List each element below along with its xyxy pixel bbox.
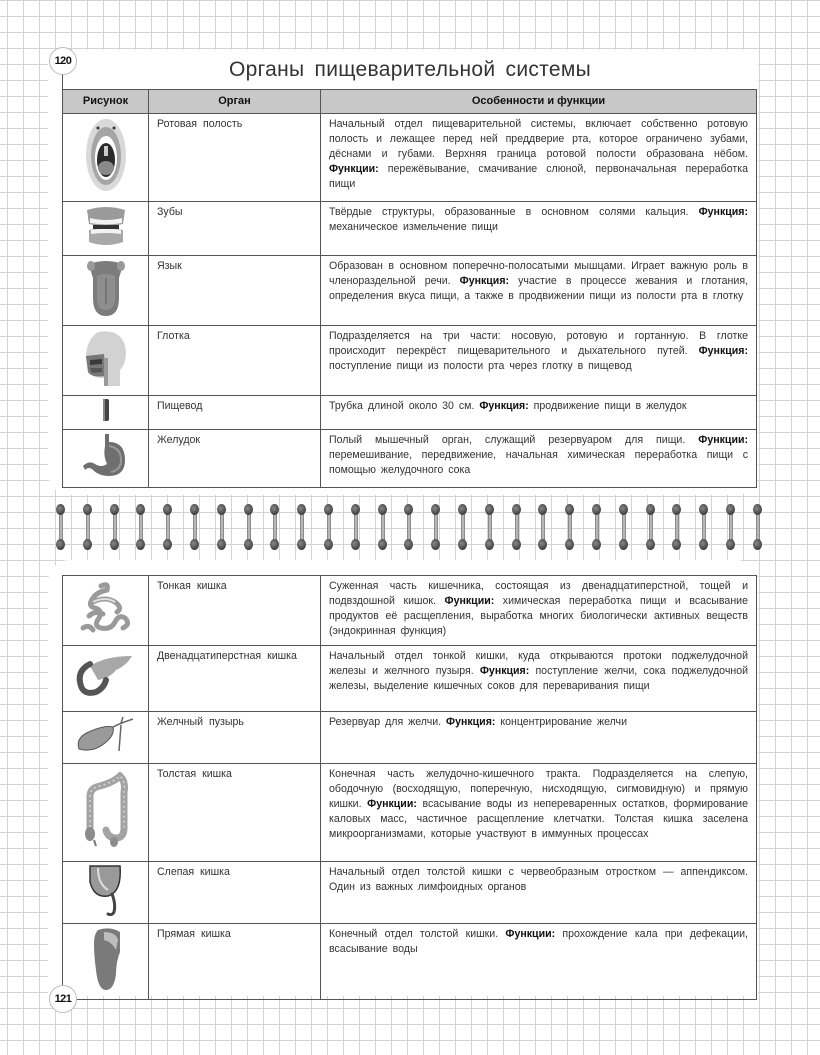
- function-label: Функции:: [505, 928, 556, 940]
- function-label: Функция:: [479, 665, 530, 677]
- spiral-coil: [404, 504, 414, 550]
- organ-description: [321, 764, 757, 862]
- page-title: Органы пищеварительной системы: [229, 58, 591, 81]
- function-text: перемешивание, передвижение, начальная химическая переработка пищи с помощью желудочного сока: [329, 449, 748, 476]
- picture-cell: [63, 862, 149, 924]
- function-text: участие в процессе жевания и глотания, определения вкуса пищи, а также в продвижении пищи из полости рта в глотку: [329, 275, 749, 302]
- function-label: Функция:: [698, 345, 748, 357]
- mouth-icon: [81, 116, 131, 194]
- picture-cell: [63, 114, 149, 202]
- description-text: Подразделяется на три части: носовую, ротовую и гортанную. В глотке происходит перекрёст пищеварительного и дыхательного путей.: [329, 330, 748, 357]
- spiral-coil: [270, 504, 280, 550]
- tongue-icon: [83, 258, 129, 318]
- spiral-coil: [753, 504, 763, 550]
- function-text: пережёвывание, смачивание слюной, первоначальная переработка пищи: [329, 163, 748, 190]
- function-text: поступление пищи из полости рта через глотку в пищевод: [329, 360, 632, 372]
- organ-description: [321, 326, 757, 396]
- picture-cell: [63, 712, 149, 764]
- table-row: [63, 202, 757, 256]
- organ-description: [321, 202, 757, 256]
- margin-line: [62, 74, 63, 90]
- description-text: Конечная часть желудочно-кишечного тракта. Подразделяется на слепую, ободочную (восходящую, поперечную, нисходящую, сигмовидную) и прямую кишки.: [329, 768, 748, 810]
- picture-cell: [63, 256, 149, 326]
- organ-name: Толстая кишка: [149, 764, 321, 862]
- description-text: Начальный отдел тонкой кишки, куда открываются протоки поджелудочной железы и желчного пузыря.: [329, 650, 748, 677]
- picture-cell: [63, 202, 149, 256]
- rectum-icon: [88, 926, 124, 992]
- organ-name: Зубы: [149, 202, 321, 256]
- header-organ: Орган: [149, 90, 321, 114]
- organ-name: Пищевод: [149, 396, 321, 430]
- spiral-coil: [83, 504, 93, 550]
- description-text: Образован в основном поперечно-полосатыми мышцами. Играет важную роль в членораздельной речи.: [329, 260, 748, 287]
- spiral-coil: [485, 504, 495, 550]
- page-number-121: 121: [49, 985, 77, 1013]
- table-row: [63, 862, 757, 924]
- function-label: Функция:: [479, 400, 529, 412]
- function-label: Функции:: [329, 163, 379, 175]
- organ-name: Ротовая полость: [149, 114, 321, 202]
- organ-name: Желчный пузырь: [149, 712, 321, 764]
- function-label: Функции:: [367, 798, 417, 810]
- description-text: Начальный отдел толстой кишки с червеобразным отростком — аппендиксом. Один из важных лимфоидных органов: [329, 866, 748, 893]
- organ-name: Желудок: [149, 430, 321, 488]
- function-label: Функция:: [698, 206, 748, 218]
- picture-cell: [63, 646, 149, 712]
- spiral-coil: [726, 504, 736, 550]
- spiral-coil: [646, 504, 656, 550]
- spiral-coil: [699, 504, 709, 550]
- duodenum-icon: [76, 652, 136, 700]
- pharynx-icon: [80, 328, 132, 388]
- organ-name: Глотка: [149, 326, 321, 396]
- table-row: [63, 430, 757, 488]
- picture-cell: [63, 924, 149, 1000]
- organ-description: [321, 924, 757, 1000]
- spiral-coil: [110, 504, 120, 550]
- table-row: [63, 764, 757, 862]
- spiral-coil: [244, 504, 254, 550]
- organ-name: Слепая кишка: [149, 862, 321, 924]
- organ-description: [321, 576, 757, 646]
- picture-cell: [63, 764, 149, 862]
- table-row: [63, 576, 757, 646]
- description-text: Резервуар для желчи.: [329, 716, 447, 728]
- organ-description: [321, 256, 757, 326]
- picture-cell: [63, 576, 149, 646]
- function-text: всасывание воды из непереваренных остатков, формирование каловых масс, частичное расщепление клетчатки. Толстая кишка заселена микроорганизмами, которые участвуют в иммунных процессах: [329, 798, 748, 840]
- function-text: механическое измельчение пищи: [329, 221, 498, 233]
- function-label: Функция:: [446, 716, 496, 728]
- description-text: Твёрдые структуры, образованные в основном солями кальция.: [329, 206, 699, 218]
- organ-name: Прямая кишка: [149, 924, 321, 1000]
- table-header-row: [63, 90, 757, 114]
- function-label: Функции:: [698, 434, 748, 446]
- organ-name: Тонкая кишка: [149, 576, 321, 646]
- description-text: Трубка длиной около 30 см.: [329, 400, 480, 412]
- organs-table-bottom: [62, 575, 757, 1000]
- spiral-coil: [297, 504, 307, 550]
- spiral-coil: [136, 504, 146, 550]
- spiral-coil: [190, 504, 200, 550]
- table-row: [63, 256, 757, 326]
- organ-name: Язык: [149, 256, 321, 326]
- function-label: Функции:: [444, 595, 495, 607]
- spiral-coil: [592, 504, 602, 550]
- spiral-coil: [538, 504, 548, 550]
- description-text: Полый мышечный орган, служащий резервуаром для пищи.: [329, 434, 699, 446]
- spiral-coil: [431, 504, 441, 550]
- organs-table-top: [62, 89, 757, 488]
- description-text: Суженная часть кишечника, состоящая из двенадцатиперстной, тощей и подвздошной кишок.: [329, 580, 748, 607]
- table-row: [63, 396, 757, 430]
- spiral-coil: [458, 504, 468, 550]
- function-text: продвижение пищи в желудок: [528, 400, 687, 412]
- organ-description: [321, 430, 757, 488]
- header-picture: Рисунок: [63, 90, 149, 114]
- stomach-icon: [81, 432, 131, 480]
- function-text: химическая переработка пищи и всасывание продуктов её расщепления, выработка многих биологически активных веществ (эндокринная функция): [329, 595, 748, 637]
- spiral-coil: [672, 504, 682, 550]
- gallbladder-icon: [75, 715, 137, 755]
- description-text: Начальный отдел пищеварительной системы, включает собственно ротовую полость и лежащее перед ней преддверие рта, которое ограничено зубами, дёснами и губами. Верхняя граница ротовой полости образована нёбом.: [329, 118, 748, 160]
- organ-description: [321, 862, 757, 924]
- function-label: Функция:: [459, 275, 510, 287]
- spiral-coil: [565, 504, 575, 550]
- organ-name: Двенадцатиперстная кишка: [149, 646, 321, 712]
- picture-cell: [63, 430, 149, 488]
- large-intestine-icon: [80, 772, 132, 848]
- table-row: [63, 924, 757, 1000]
- table-row: [63, 712, 757, 764]
- organ-description: [321, 646, 757, 712]
- spiral-coil: [324, 504, 334, 550]
- table-row: [63, 114, 757, 202]
- teeth-icon: [83, 204, 129, 248]
- notebook-spiral-binding: [48, 504, 768, 554]
- spiral-coil: [163, 504, 173, 550]
- table-row: [63, 326, 757, 396]
- small-intestine-icon: [79, 580, 133, 636]
- table-row: [63, 646, 757, 712]
- spiral-coil: [217, 504, 227, 550]
- function-text: концентрирование желчи: [495, 716, 627, 728]
- esophagus-icon: [100, 398, 112, 422]
- header-features: Особенности и функции: [321, 90, 757, 114]
- spiral-coil: [56, 504, 66, 550]
- picture-cell: [63, 396, 149, 430]
- spiral-coil: [512, 504, 522, 550]
- spiral-coil: [619, 504, 629, 550]
- function-text: поступление желчи, сока поджелудочной железы, выделение кишечных соков для переваривания пищи: [329, 665, 749, 692]
- description-text: Конечный отдел толстой кишки.: [329, 928, 506, 940]
- organ-description: [321, 114, 757, 202]
- organ-description: [321, 396, 757, 430]
- picture-cell: [63, 326, 149, 396]
- page-number-120: 120: [49, 47, 77, 75]
- spiral-coil: [378, 504, 388, 550]
- function-text: прохождение кала при дефекации, всасывание воды: [329, 928, 748, 955]
- organ-description: [321, 712, 757, 764]
- spiral-coil: [351, 504, 361, 550]
- cecum-icon: [86, 864, 126, 916]
